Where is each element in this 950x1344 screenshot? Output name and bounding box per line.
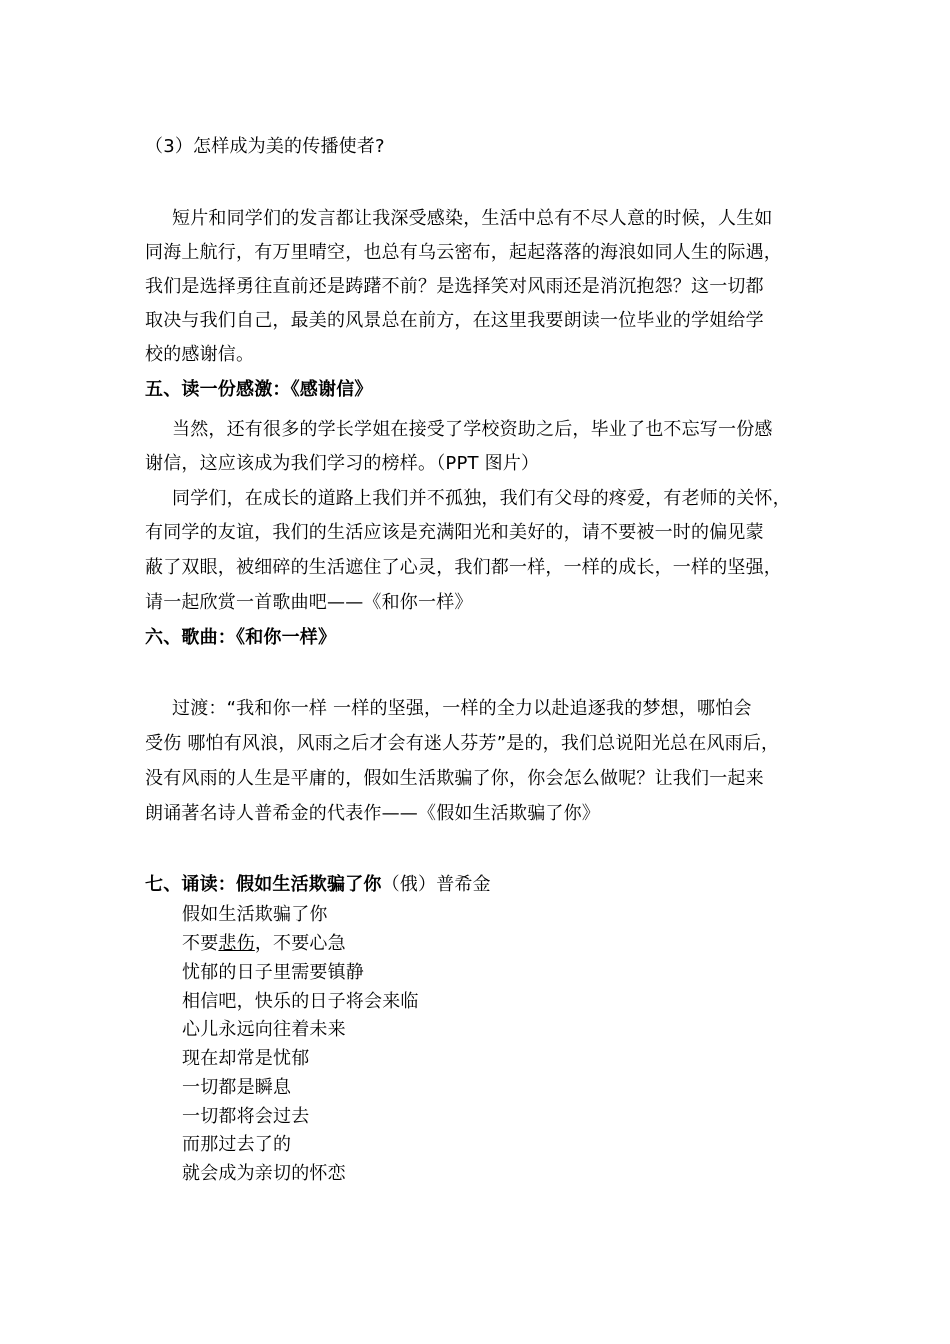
poem-line — [182, 932, 346, 956]
paragraph-line: 校的感谢信。 — [145, 344, 255, 365]
poem-line2-pre: 不要 — [182, 933, 219, 954]
poem-line: 假如生活欺骗了你 — [182, 904, 328, 925]
poem-line: 相信吧，快乐的日子将会来临 — [182, 991, 419, 1012]
paragraph-line: 同海上航行，有万里晴空，也总有乌云密布，起起落落的海浪如同人生的际遇， — [145, 242, 782, 263]
poem-line: 心儿永远向往着未来 — [182, 1019, 346, 1040]
paragraph-line: 朗诵著名诗人普希金的代表作——《假如生活欺骗了你》 — [145, 803, 600, 824]
poem-line: 现在却常是忧郁 — [182, 1048, 310, 1069]
question-text: （3）怎样成为美的传播使者? — [145, 136, 385, 157]
paragraph-line: 取决与我们自己，最美的风景总在前方，在这里我要朗读一位毕业的学姐给学 — [145, 310, 764, 331]
poem-line: 就会成为亲切的怀恋 — [182, 1163, 346, 1184]
paragraph-line: 当然，还有很多的学长学姐在接受了学校资助之后，毕业了也不忘写一份感 — [172, 419, 773, 440]
paragraph-line: 请一起欣赏一首歌曲吧——《和你一样》 — [145, 592, 473, 613]
poem-line2-post: ，不要心急 — [254, 933, 346, 954]
paragraph-line: 受伤 哪怕有风浪，风雨之后才会有迷人芬芳”是的，我们总说阳光总在风雨后， — [145, 733, 780, 754]
section-heading-7 — [145, 873, 491, 897]
poem-line: 一切都将会过去 — [182, 1106, 310, 1127]
paragraph-line: 过渡：“我和你一样 一样的坚强，一样的全力以赴追逐我的梦想，哪怕会 — [172, 698, 752, 719]
poem-line2-underlined: 悲伤 — [218, 933, 255, 954]
paragraph-line: 同学们，在成长的道路上我们并不孤独，我们有父母的疼爱，有老师的关怀， — [172, 488, 791, 509]
poem-line: 而那过去了的 — [182, 1134, 292, 1155]
poem-line: 一切都是瞬息 — [182, 1077, 292, 1098]
paragraph-line: 短片和同学们的发言都让我深受感染，生活中总有不尽人意的时候，人生如 — [172, 208, 773, 229]
heading7-author: （俄）普希金 — [381, 874, 491, 895]
heading7-title: 七、诵读：假如生活欺骗了你 — [145, 874, 382, 895]
section-heading-5: 五、读一份感激：《感谢信》 — [145, 379, 373, 400]
paragraph-line: 没有风雨的人生是平庸的，假如生活欺骗了你，你会怎么做呢？让我们一起来 — [145, 768, 764, 789]
paragraph-line: 我们是选择勇往直前还是踌躇不前？是选择笑对风雨还是消沉抱怨？这一切都 — [145, 276, 764, 297]
poem-line: 忧郁的日子里需要镇静 — [182, 962, 364, 983]
paragraph-line: 蔽了双眼，被细碎的生活遮住了心灵，我们都一样，一样的成长，一样的坚强， — [145, 557, 782, 578]
section-heading-6: 六、歌曲：《和你一样》 — [145, 627, 337, 648]
paragraph-line: 谢信，这应该成为我们学习的榜样。（PPT 图片） — [145, 453, 540, 474]
paragraph-line: 有同学的友谊，我们的生活应该是充满阳光和美好的，请不要被一时的偏见蒙 — [145, 522, 764, 543]
